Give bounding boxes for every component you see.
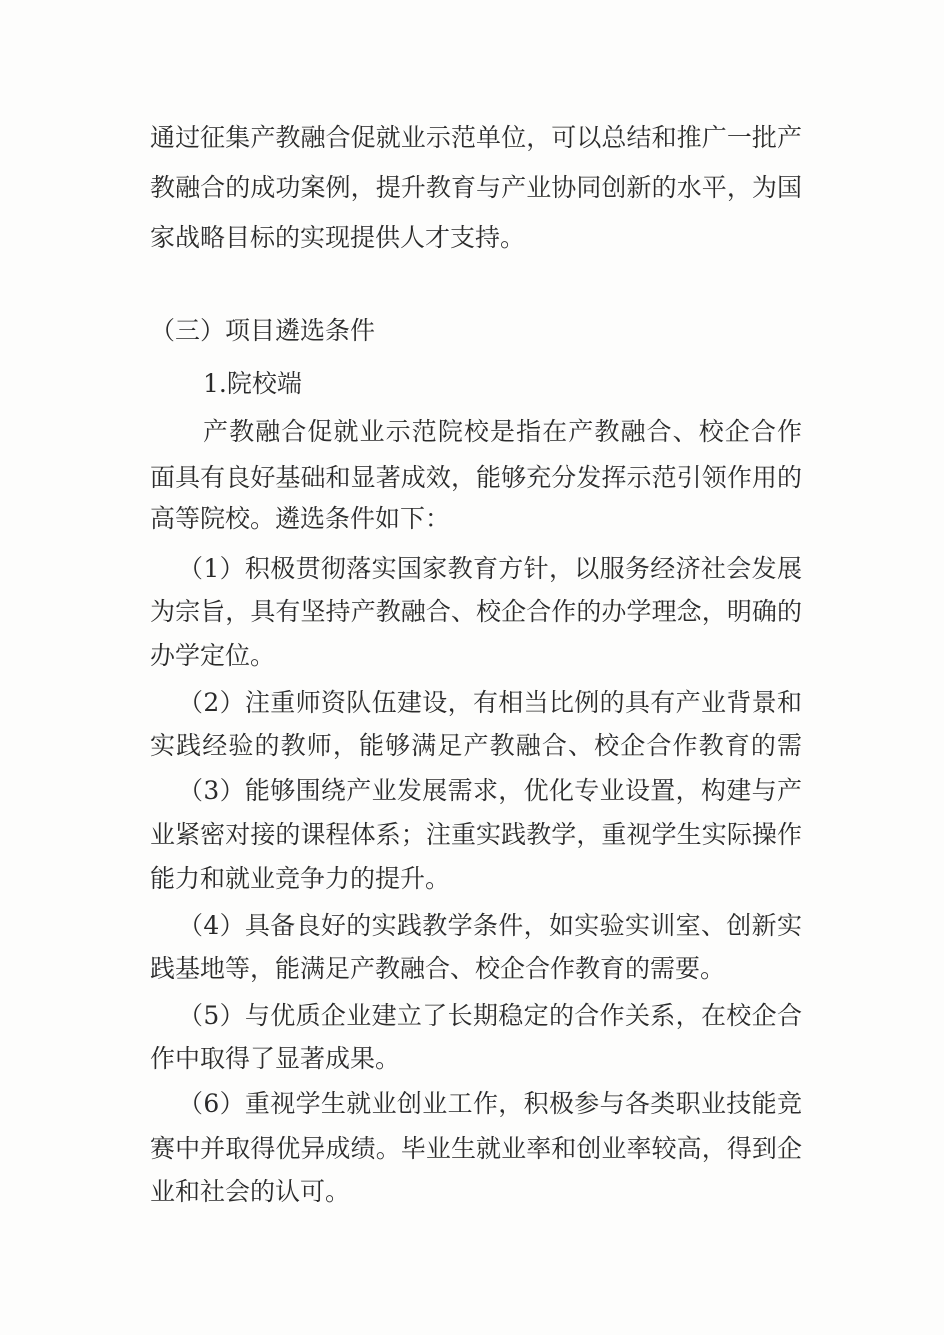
text-line: 产教融合促就业示范院校是指在产教融合、校企合作: [203, 417, 802, 446]
list-item-line: （5）与优质企业建立了长期稳定的合作关系，在校企合: [178, 1001, 802, 1030]
list-item-line: 为宗旨，具有坚持产教融合、校企合作的办学理念，明确的: [150, 597, 802, 626]
text-line: 家战略目标的实现提供人才支持。: [150, 223, 526, 252]
list-item-line: 作中取得了显著成果。: [150, 1044, 401, 1073]
subheading: 1.院校端: [203, 369, 302, 398]
section-heading: （三）项目遴选条件: [150, 316, 376, 345]
list-item-line: （6）重视学生就业创业工作，积极参与各类职业技能竞: [178, 1089, 802, 1118]
list-item-line: 践基地等，能满足产教融合、校企合作教育的需要。: [150, 954, 726, 983]
text-line: 教融合的成功案例，提升教育与产业协同创新的水平，为国: [150, 173, 802, 202]
list-item-line: 业和社会的认可。: [150, 1177, 351, 1206]
list-item-line: （1）积极贯彻落实国家教育方针，以服务经济社会发展: [178, 554, 802, 583]
list-item-line: 业紧密对接的课程体系；注重实践教学，重视学生实际操作: [150, 820, 802, 849]
list-item-line: 能力和就业竞争力的提升。: [150, 864, 451, 893]
list-item-line: （2）注重师资队伍建设，有相当比例的具有产业背景和: [178, 688, 802, 717]
list-item-line: （4）具备良好的实践教学条件，如实验实训室、创新实: [178, 911, 802, 940]
list-item-line: 赛中并取得优异成绩。毕业生就业率和创业率较高，得到企: [150, 1134, 802, 1163]
text-line: 高等院校。遴选条件如下：: [150, 504, 451, 533]
text-line: 面具有良好基础和显著成效，能够充分发挥示范引领作用的: [150, 463, 802, 492]
list-item-line: 实践经验的教师，能够满足产教融合、校企合作教育的需: [150, 731, 802, 760]
list-item-line: （3）能够围绕产业发展需求，优化专业设置，构建与产: [178, 776, 802, 805]
text-line: 通过征集产教融合促就业示范单位，可以总结和推广一批产: [150, 123, 802, 152]
list-item-line: 办学定位。: [150, 641, 276, 670]
